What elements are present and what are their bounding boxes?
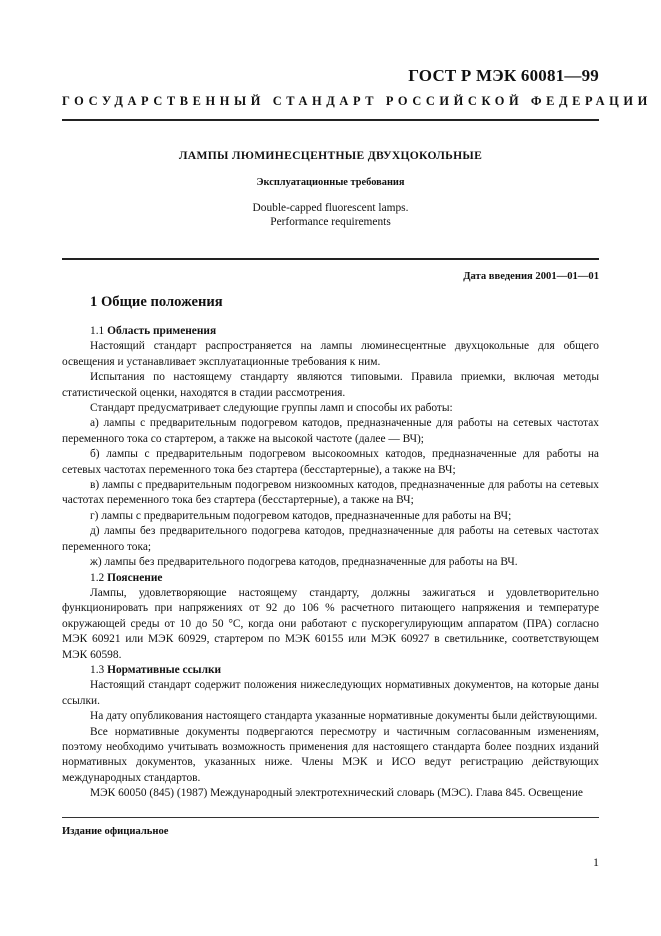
list-item: в) лампы с предварительным подогревом низкоомных катодов, предназначенные для работы на сетевых частотах переменного тока без стартера (бесстартерные), а также на ВЧ; [62, 479, 599, 507]
section-heading: 1 Общие положения [90, 294, 223, 310]
document-title: ЛАМПЫ ЛЮМИНЕСЦЕНТНЫЕ ДВУХЦОКОЛЬНЫЕ [178, 149, 483, 162]
subsection-heading-1-2: 1.2 Пояснение [90, 571, 163, 584]
list-item: а) лампы с предварительным подогревом катодов, предназначенные для работы на сетевых частотах переменного тока со стартером, а также на высокой частоте (далее — ВЧ); [62, 417, 599, 445]
subsection-heading-1-1: 1.1 Область применения [90, 325, 217, 337]
paragraph: Испытания по настоящему стандарту являются типовыми. Правила приемки, включая методы статистической оценки, находятся в стадии рассмотрения. [62, 371, 599, 399]
paragraph: Настоящий стандарт распространяется на лампы люминесцентные двухцокольные для общего освещения и устанавливает эксплуатационные требования к ним. [62, 340, 599, 368]
paragraph: Все нормативные документы подвергаются пересмотру и частичным согласованным изменениям, поэтому необходимо учитывать возможность применения для настоящего стандарта более поздних изданий нормативных документов, указанных ниже. Члены МЭК и ИСО ведут регистрацию действующих международных стандартов. [62, 725, 599, 784]
english-title-line-1: Double-capped fluorescent lamps. [252, 202, 409, 214]
list-item: д) лампы без предварительного подогрева катодов, предназначенные для работы на сетевых частотах переменного тока; [62, 525, 599, 553]
list-item: б) лампы с предварительным подогревом высокоомных катодов, предназначенные для работы на сетевых частотах переменного тока без стартера (бесстартерные), а также на ВЧ; [62, 448, 599, 476]
header-divider [62, 119, 599, 121]
paragraph: МЭК 60050 (845) (1987) Международный электротехнический словарь (МЭС). Глава 845. Освещение [90, 787, 583, 800]
paragraph: На дату опубликования настоящего стандарта указанные нормативные документы были действующими. [90, 710, 598, 723]
document-code: ГОСТ Р МЭК 60081—99 [408, 66, 599, 85]
paragraph: Стандарт предусматривает следующие группы ламп и способы их работы: [90, 402, 453, 415]
list-item: г) лампы с предварительным подогревом катодов, предназначенные для работы на ВЧ; [90, 509, 512, 522]
list-item: ж) лампы без предварительного подогрева катодов, предназначенные для работы на ВЧ. [90, 556, 518, 569]
english-title-line-2: Performance requirements [270, 216, 391, 228]
subsection-heading-1-3: 1.3 Нормативные ссылки [90, 663, 222, 676]
edition-label: Издание официальное [62, 826, 169, 837]
introduction-date: Дата введения 2001—01—01 [463, 271, 599, 282]
title-divider [62, 258, 599, 260]
body-text [62, 324, 599, 802]
english-title [62, 201, 599, 229]
state-standard-banner: ГОСУДАРСТВЕННЫЙ СТАНДАРТ РОССИЙСКОЙ ФЕДЕРАЦИИ [62, 94, 652, 108]
document-subtitle: Эксплуатационные требования [256, 177, 405, 188]
paragraph: Лампы, удовлетворяющие настоящему стандарту, должны зажигаться и удовлетворительно функционировать при напряжениях от 92 до 106 % расчетного питающего напряжения и температуре окружающей среды от 10 до 50 °С, когда они работают с пускорегулирующим аппаратом (ПРА) согласно МЭК 60921 или МЭК 60929, стартером по МЭК 60155 или МЭК 60927 в светильнике, соответствующем МЭК 60598. [62, 586, 599, 661]
footer-divider [62, 817, 599, 818]
page-number: 1 [593, 855, 599, 869]
paragraph: Настоящий стандарт содержит положения нижеследующих нормативных документов, на которые даны ссылки. [62, 679, 599, 707]
